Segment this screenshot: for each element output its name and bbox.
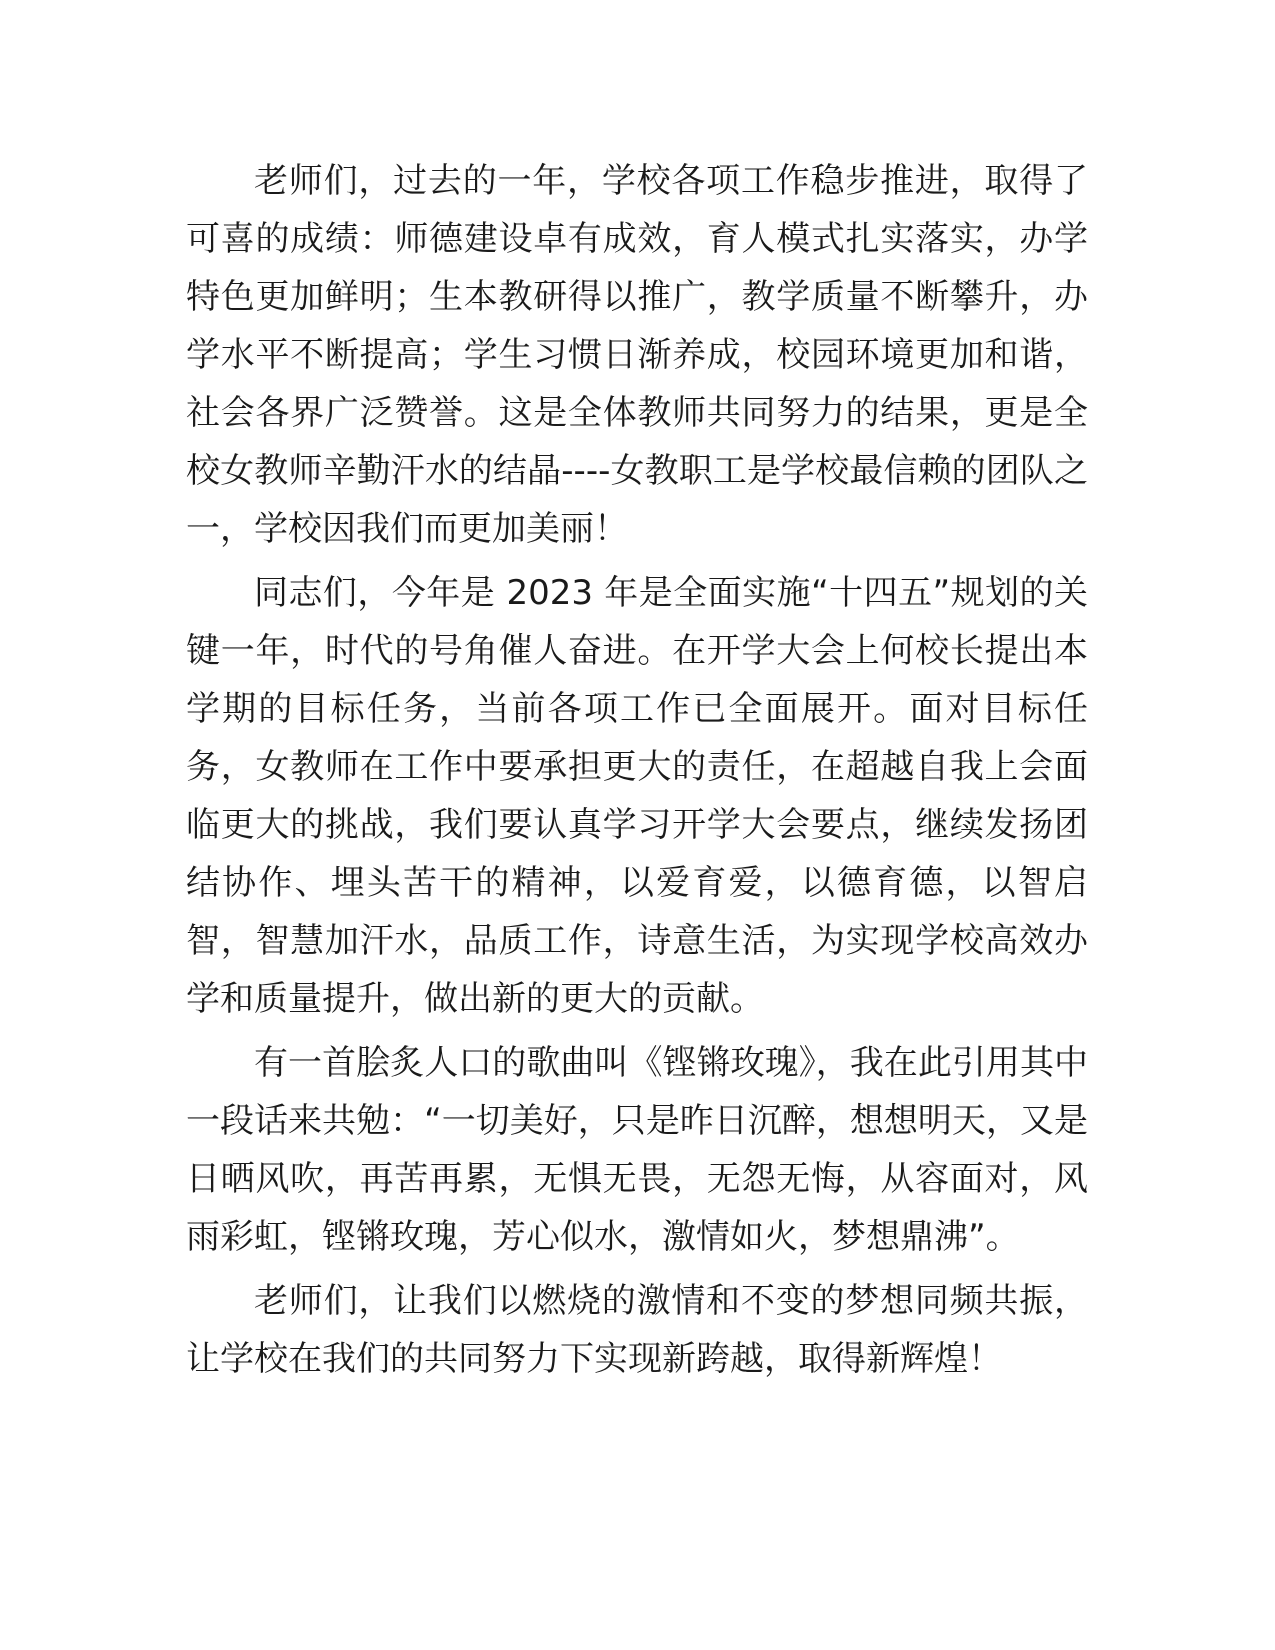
paragraph-review: 老师们，过去的一年，学校各项工作稳步推进，取得了可喜的成绩：师德建设卓有成效，育人模式扎实落实，办学特色更加鲜明；生本教研得以推广，教学质量不断攀升，办学水平不断提高；学生习惯日渐养成，校园环境更加和谐，社会各界广泛赞誉。这是全体教师共同努力的结果，更是全校女教师辛勤汗水的结晶----女教职工是学校最信赖的团队之一，学校因我们而更加美丽！	[186, 161, 1088, 549]
paragraph-song-quote: 有一首脍炙人口的歌曲叫《铿锵玫瑰》，我在此引用其中一段话来共勉：“一切美好，只是昨日沉醉，想想明天，又是日晒风吹，再苦再累，无惧无畏，无怨无悔，从容面对，风雨彩虹，铿锵玫瑰，芳心似水，激情如火，梦想鼎沸”。	[186, 1043, 1088, 1257]
document-body	[186, 152, 1088, 1394]
paragraph-goals: 同志们，今年是 2023 年是全面实施“十四五”规划的关键一年，时代的号角催人奋进。在开学大会上何校长提出本学期的目标任务，当前各项工作已全面展开。面对目标任务，女教师在工作中要承担更大的责任，在超越自我上会面临更大的挑战，我们要认真学习开学大会要点，继续发扬团结协作、埋头苦干的精神，以爱育爱，以德育德，以智启智，智慧加汗水，品质工作，诗意生活，为实现学校高效办学和质量提升，做出新的更大的贡献。	[186, 573, 1088, 1019]
paragraph-closing: 老师们，让我们以燃烧的激情和不变的梦想同频共振，让学校在我们的共同努力下实现新跨越，取得新辉煌！	[186, 1281, 1088, 1379]
